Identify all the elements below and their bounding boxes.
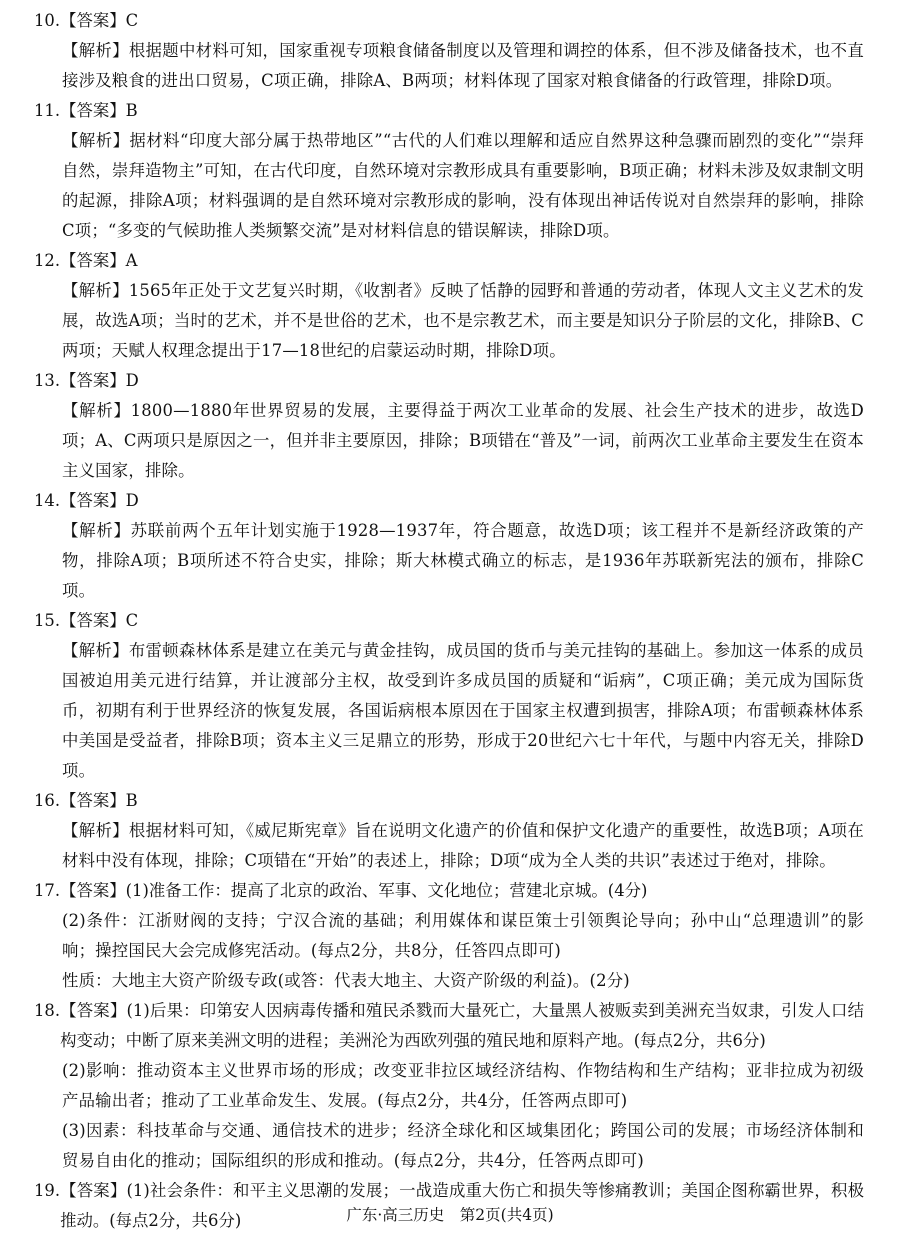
question-number: 18. <box>34 1001 61 1020</box>
question-11 <box>34 96 864 246</box>
answer-label: 【答案】C <box>60 611 139 630</box>
answer-label: 【答案】B <box>60 101 138 120</box>
page-footer: 广东·高三历史 第2页(共4页) <box>346 1206 554 1224</box>
question-14 <box>34 486 864 606</box>
question-number: 12. <box>34 251 61 270</box>
analysis-text: 【解析】布雷顿森林体系是建立在美元与黄金挂钩，成员国的货币与美元挂钩的基础上。参加这一体系的成员国被迫用美元进行结算，并让渡部分主权，故受到许多成员国的质疑和“诟病”，C项正确；美元成为国际货币，初期有利于世界经济的恢复发展，各国诟病根本原因在于国家主权遭到损害，排除A项；布雷顿森林体系中美国是受益者，排除B项；资本主义三足鼎立的形势，形成于20世纪六七十年代，与题中内容无关，排除D项。 <box>62 641 864 780</box>
question-18 <box>34 996 864 1176</box>
question-number: 15. <box>34 611 61 630</box>
question-number: 19. <box>34 1181 61 1200</box>
question-number: 10. <box>34 11 61 30</box>
analysis-text: 【解析】苏联前两个五年计划实施于1928—1937年，符合题意，故选D项；该工程并不是新经济政策的产物，排除A项；B项所述不符合史实，排除；斯大林模式确立的标志，是1936年苏联新宪法的颁布，排除C项。 <box>62 521 864 600</box>
analysis-text: 【解析】1800—1880年世界贸易的发展，主要得益于两次工业革命的发展、社会生产技术的进步，故选D项；A、C两项只是原因之一，但并非主要原因，排除；B项错在“普及”一词，前两次工业革命主要发生在资本主义国家，排除。 <box>62 401 864 480</box>
question-17 <box>34 876 864 996</box>
answer-label: 【答案】D <box>60 491 139 510</box>
question-12 <box>34 246 864 366</box>
answer-label: 【答案】A <box>60 251 138 270</box>
question-number: 17. <box>34 881 61 900</box>
answer-label: 【答案】(1)社会条件：和平主义思潮的发展；一战造成重大伤亡和损失等惨痛教训；美国企图称霸世界，积极推动。(每点2分，共6分) <box>60 1181 864 1230</box>
answer-label: 【答案】D <box>60 371 139 390</box>
question-15 <box>34 606 864 786</box>
answer-part-3: (3)因素：科技革命与交通、通信技术的进步；经济全球化和区域集团化；跨国公司的发展；市场经济体制和贸易自由化的推动；国际组织的形成和推动。(每点2分，共4分，任答两点即可) <box>62 1121 864 1170</box>
analysis-text: 【解析】根据材料可知，《威尼斯宪章》旨在说明文化遗产的价值和保护文化遗产的重要性，故选B项；A项在材料中没有体现，排除；C项错在“开始”的表述上，排除；D项“成为全人类的共识”表述过于绝对，排除。 <box>62 821 864 870</box>
analysis-text: 【解析】据材料“印度大部分属于热带地区”“古代的人们难以理解和适应自然界这种急骤而剧烈的变化”“崇拜自然，崇拜造物主”可知，在古代印度，自然环境对宗教形成具有重要影响，B项正确；材料未涉及奴隶制文明的起源，排除A项；材料强调的是自然环境对宗教形成的影响，没有体现出神话传说对自然崇拜的影响，排除C项；“多变的气候助推人类频繁交流”是对材料信息的错误解读，排除D项。 <box>62 131 864 240</box>
answer-content <box>34 6 864 1236</box>
question-number: 14. <box>34 491 61 510</box>
answer-label: 【答案】(1)准备工作：提高了北京的政治、军事、文化地位；营建北京城。(4分) <box>60 881 648 900</box>
answer-part-2: (2)条件：江浙财阀的支持；宁汉合流的基础；利用媒体和谋臣策士引领舆论导向；孙中山“总理遗训”的影响；操控国民大会完成修宪活动。(每点2分，共8分，任答四点即可) <box>62 911 864 960</box>
analysis-text: 【解析】根据题中材料可知，国家重视专项粮食储备制度以及管理和调控的体系，但不涉及储备技术，也不直接涉及粮食的进出口贸易，C项正确，排除A、B两项；材料体现了国家对粮食储备的行政管理，排除D项。 <box>62 41 864 90</box>
answer-part-2: (2)影响：推动资本主义世界市场的形成；改变亚非拉区域经济结构、作物结构和生产结构；亚非拉成为初级产品输出者；推动了工业革命发生、发展。(每点2分，共4分，任答两点即可) <box>62 1061 864 1110</box>
question-16 <box>34 786 864 876</box>
question-number: 16. <box>34 791 61 810</box>
answer-label: 【答案】(1)后果：印第安人因病毒传播和殖民杀戮而大量死亡，大量黑人被贩卖到美洲充当奴隶，引发人口结构变动；中断了原来美洲文明的进程；美洲沦为西欧列强的殖民地和原料产地。(每点2分，共6分) <box>60 1001 864 1050</box>
answer-nature: 性质：大地主大资产阶级专政(或答：代表大地主、大资产阶级的利益)。(2分) <box>62 971 630 990</box>
answer-label: 【答案】C <box>60 11 139 30</box>
question-number: 13. <box>34 371 61 390</box>
question-10 <box>34 6 864 96</box>
answer-label: 【答案】B <box>60 791 138 810</box>
question-13 <box>34 366 864 486</box>
question-number: 11. <box>34 101 61 120</box>
analysis-text: 【解析】1565年正处于文艺复兴时期，《收割者》反映了恬静的园野和普通的劳动者，体现人文主义艺术的发展，故选A项；当时的艺术，并不是世俗的艺术，也不是宗教艺术，而主要是知识分子阶层的文化，排除B、C两项；天赋人权理念提出于17—18世纪的启蒙运动时期，排除D项。 <box>62 281 864 360</box>
